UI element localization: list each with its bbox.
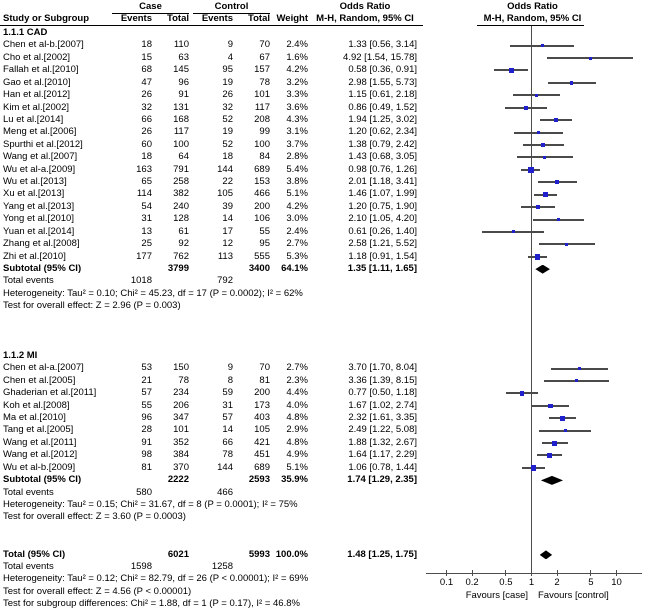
control-total-value: 55: [259, 225, 270, 237]
case-events-value: 26: [141, 89, 152, 101]
col-header-study: Study or Subgroup: [3, 13, 90, 24]
point-estimate-marker: [543, 156, 546, 159]
or-ci-text: 0.58 [0.36, 0.91]: [348, 64, 417, 76]
or-ci-text: 1.46 [1.07, 1.99]: [348, 188, 417, 200]
axis-tick-label: 0.5: [499, 577, 513, 588]
control-total-value: 689: [254, 163, 270, 175]
case-total-value: 100: [173, 138, 189, 150]
total-events-control: 792: [217, 275, 233, 287]
control-total-value: 100: [254, 138, 270, 150]
or-ci-text: 0.86 [0.49, 1.52]: [348, 101, 417, 113]
or-ci-text: 1.20 [0.62, 2.34]: [348, 126, 417, 138]
point-estimate-marker: [564, 429, 567, 432]
study-name: Cho et al.[2002]: [3, 51, 71, 63]
case-total-value: 91: [178, 89, 189, 101]
point-estimate-marker: [512, 230, 515, 233]
total-label: Total (95% CI): [3, 548, 66, 560]
axis-tick: [616, 570, 617, 576]
point-estimate-marker: [554, 118, 559, 123]
control-total-value: 200: [254, 387, 270, 399]
point-estimate-marker: [536, 205, 540, 209]
control-events-value: 31: [222, 399, 233, 411]
control-total-value: 78: [259, 76, 270, 88]
or-ci-text: 4.92 [1.54, 15.78]: [343, 51, 417, 63]
control-events-value: 113: [217, 250, 233, 262]
weight-value: 2.7%: [286, 238, 308, 250]
control-total-value: 403: [254, 412, 270, 424]
or-ci-text: 0.98 [0.76, 1.26]: [348, 163, 417, 175]
case-total-value: 240: [173, 200, 189, 212]
col-header-weight: Weight: [276, 13, 308, 24]
case-events-value: 114: [136, 188, 152, 200]
study-name: Wang et al.[2007]: [3, 151, 78, 163]
heterogeneity-text: Heterogeneity: Tau² = 0.12; Chi² = 82.79, df = 26 (P < 0.00001); I² = 69%: [3, 573, 309, 585]
point-estimate-marker: [555, 180, 559, 184]
weight-value: 64.1%: [281, 262, 308, 274]
case-events-value: 53: [141, 362, 152, 374]
total-events-case: 1598: [130, 561, 152, 573]
or-ci-text: 1.06 [0.78, 1.44]: [348, 461, 417, 473]
study-name: Chen et al.[2005]: [3, 374, 76, 386]
control-events-value: 22: [222, 176, 233, 188]
case-total-value: 61: [178, 225, 189, 237]
point-estimate-marker: [543, 192, 548, 197]
or-ci-text: 1.15 [0.61, 2.18]: [348, 89, 417, 101]
subtotal-label: Subtotal (95% CI): [3, 262, 82, 274]
axis-tick: [446, 570, 447, 576]
study-name: Wu et al-a.[2009]: [3, 163, 76, 175]
control-events-value: 39: [222, 200, 233, 212]
case-events-value: 66: [141, 113, 152, 125]
axis-tick-label: 0.2: [465, 577, 479, 588]
weight-value: 2.3%: [286, 374, 308, 386]
control-total-value: 689: [254, 461, 270, 473]
control-total-value: 208: [254, 113, 270, 125]
case-total-value: 92: [178, 238, 189, 250]
case-total-value: 168: [173, 113, 189, 125]
or-ci-text: 3.70 [1.70, 8.04]: [348, 362, 417, 374]
weight-value: 4.4%: [286, 387, 308, 399]
weight-value: 5.4%: [286, 163, 308, 175]
control-events-value: 105: [217, 188, 233, 200]
case-total-value: 117: [173, 126, 189, 138]
case-events-value: 25: [141, 238, 152, 250]
col-header-case-events: Events: [120, 13, 152, 24]
total-events-case: 1018: [130, 275, 152, 287]
case-events-value: 68: [141, 64, 152, 76]
case-total-value: 150: [173, 362, 189, 374]
control-events-value: 14: [222, 424, 233, 436]
control-events-value: 4: [227, 51, 233, 63]
case-total-value: 384: [173, 449, 189, 461]
case-total-value: 234: [173, 387, 189, 399]
study-name: Chen et al-a.[2007]: [3, 362, 84, 374]
weight-value: 3.3%: [286, 89, 308, 101]
point-estimate-marker: [535, 254, 541, 260]
axis-tick-label: 5: [588, 577, 594, 588]
case-total-value: 64: [178, 151, 189, 163]
case-total-value: 347: [173, 412, 189, 424]
x-axis-line: [426, 573, 642, 574]
study-name: Wu et al-b.[2009]: [3, 461, 76, 473]
plot-column-method: M-H, Random, 95% CI: [483, 13, 582, 24]
case-total-value: 258: [173, 176, 189, 188]
or-ci-text: 1.35 [1.11, 1.65]: [347, 262, 417, 274]
study-name: Yuan et al.[2014]: [3, 225, 75, 237]
or-ci-text: 0.61 [0.26, 1.40]: [348, 225, 417, 237]
case-events-value: 15: [141, 51, 152, 63]
weight-value: 3.8%: [286, 176, 308, 188]
subgroup-label: 1.1.1 CAD: [3, 27, 48, 38]
plot-column-title: Odds Ratio: [507, 1, 558, 12]
case-events-value: 55: [141, 399, 152, 411]
case-total-value: 370: [173, 461, 189, 473]
point-estimate-marker: [520, 391, 525, 396]
case-events-value: 98: [141, 449, 152, 461]
case-events-value: 65: [141, 176, 152, 188]
weight-value: 4.2%: [286, 64, 308, 76]
overall-effect-text: Test for overall effect: Z = 4.56 (P < 0.00001): [3, 585, 192, 597]
weight-value: 4.8%: [286, 436, 308, 448]
study-name: Wu et al.[2013]: [3, 176, 67, 188]
case-events-value: 81: [141, 461, 152, 473]
control-total-value: 2593: [248, 474, 270, 486]
point-estimate-marker: [535, 94, 538, 97]
case-total-value: 96: [178, 76, 189, 88]
subtotal-label: Subtotal (95% CI): [3, 474, 82, 486]
control-total-value: 99: [259, 126, 270, 138]
study-name: Fallah et al.[2010]: [3, 64, 79, 76]
case-total-value: 110: [173, 39, 189, 51]
point-estimate-marker: [528, 167, 534, 173]
case-events-value: 163: [136, 163, 152, 175]
case-events-value: 47: [141, 76, 152, 88]
control-events-value: 52: [222, 113, 233, 125]
weight-value: 2.4%: [286, 225, 308, 237]
study-name: Zhang et al.[2008]: [3, 238, 80, 250]
control-total-value: 157: [254, 64, 270, 76]
weight-value: 100.0%: [275, 548, 308, 560]
subgroup-differences-text: Test for subgroup differences: Chi² = 1.88, df = 1 (P = 0.17), I² = 46.8%: [3, 598, 300, 610]
weight-value: 2.8%: [286, 151, 308, 163]
point-estimate-marker: [557, 218, 560, 221]
control-total-value: 81: [259, 374, 270, 386]
study-name: Chen et al-b.[2007]: [3, 39, 84, 51]
table-header-underline: [0, 25, 423, 26]
case-events-value: 57: [141, 387, 152, 399]
control-events-value: 19: [222, 76, 233, 88]
case-total-value: 131: [173, 101, 189, 113]
point-estimate-marker: [541, 44, 544, 47]
control-events-value: 8: [227, 374, 233, 386]
control-total-value: 466: [254, 188, 270, 200]
case-total-value: 382: [173, 188, 189, 200]
axis-tick: [472, 570, 473, 576]
or-ci-text: 1.74 [1.29, 2.35]: [347, 474, 417, 486]
or-ci-text: 1.33 [0.56, 3.14]: [348, 39, 417, 51]
control-events-value: 12: [222, 238, 233, 250]
case-events-value: 31: [141, 213, 152, 225]
weight-value: 4.0%: [286, 399, 308, 411]
case-total-value: 3799: [167, 262, 189, 274]
col-header-control-total: Total: [248, 13, 270, 24]
control-events-value: 144: [217, 461, 233, 473]
case-total-value: 206: [173, 399, 189, 411]
point-estimate-marker: [537, 131, 540, 134]
weight-value: 2.9%: [286, 424, 308, 436]
weight-value: 3.6%: [286, 101, 308, 113]
or-column-title: Odds Ratio: [339, 1, 391, 12]
weight-value: 5.1%: [286, 461, 308, 473]
axis-tick: [557, 570, 558, 576]
case-total-value: 2222: [167, 474, 189, 486]
point-estimate-marker: [560, 416, 565, 421]
control-total-value: 173: [254, 399, 270, 411]
or-ci-text: 1.88 [1.32, 2.67]: [348, 436, 417, 448]
or-ci-text: 1.67 [1.02, 2.74]: [348, 399, 417, 411]
control-total-value: 70: [259, 362, 270, 374]
total-events-control: 466: [217, 486, 233, 498]
case-events-value: 60: [141, 138, 152, 150]
control-events-value: 9: [227, 39, 233, 51]
or-ci-text: 2.10 [1.05, 4.20]: [348, 213, 417, 225]
summary-diamond: [535, 265, 550, 274]
case-events-value: 177: [136, 250, 152, 262]
control-total-value: 200: [254, 200, 270, 212]
group-header-control: Control: [214, 1, 249, 12]
control-total-value: 451: [254, 449, 270, 461]
study-name: Xu et al.[2013]: [3, 188, 65, 200]
case-events-value: 96: [141, 412, 152, 424]
point-estimate-marker: [565, 243, 568, 246]
heterogeneity-text: Heterogeneity: Tau² = 0.10; Chi² = 45.23, df = 17 (P = 0.0002); I² = 62%: [3, 287, 303, 299]
control-events-value: 9: [227, 362, 233, 374]
control-total-value: 153: [254, 176, 270, 188]
or-ci-text: 1.18 [0.91, 1.54]: [348, 250, 417, 262]
favours-left-label: Favours [case]: [465, 590, 528, 601]
control-events-value: 17: [222, 225, 233, 237]
study-name: Ghaderian et al.[2011]: [3, 387, 97, 399]
or-ci-text: 1.94 [1.25, 3.02]: [348, 113, 417, 125]
case-events-value: 32: [141, 101, 152, 113]
study-name: Wang et al.[2012]: [3, 449, 78, 461]
weight-value: 4.3%: [286, 113, 308, 125]
weight-value: 2.7%: [286, 362, 308, 374]
overall-effect-text: Test for overall effect: Z = 2.96 (P = 0.003): [3, 300, 181, 312]
weight-value: 4.9%: [286, 449, 308, 461]
study-name: Wang et al.[2011]: [3, 436, 77, 448]
weight-value: 1.6%: [286, 51, 308, 63]
case-events-value: 26: [141, 126, 152, 138]
total-events-label: Total events: [3, 561, 54, 573]
or-ci-text: 1.20 [0.75, 1.90]: [348, 200, 417, 212]
study-name: Yong et al.[2010]: [3, 213, 74, 225]
study-name: Koh et al.[2008]: [3, 399, 70, 411]
study-name: Tang et al.[2005]: [3, 424, 74, 436]
study-name: Ma et al.[2010]: [3, 412, 66, 424]
point-estimate-marker: [570, 81, 573, 84]
total-events-control: 1258: [211, 561, 233, 573]
control-events-value: 95: [222, 64, 233, 76]
case-total-value: 128: [173, 213, 189, 225]
or-ci-text: 0.77 [0.50, 1.18]: [348, 387, 417, 399]
control-events-value: 52: [222, 138, 233, 150]
axis-tick: [531, 570, 532, 576]
axis-tick: [590, 570, 591, 576]
control-events-value: 14: [222, 213, 233, 225]
case-total-value: 63: [178, 51, 189, 63]
weight-value: 4.8%: [286, 412, 308, 424]
control-total-value: 117: [254, 101, 270, 113]
control-total-value: 421: [254, 436, 270, 448]
weight-value: 3.0%: [286, 213, 308, 225]
weight-value: 3.7%: [286, 138, 308, 150]
study-name: Yang et al.[2013]: [3, 200, 75, 212]
control-events-value: 144: [217, 163, 233, 175]
control-total-value: 84: [259, 151, 270, 163]
weight-value: 35.9%: [281, 474, 308, 486]
col-header-case-total: Total: [167, 13, 189, 24]
control-events-value: 18: [222, 151, 233, 163]
or-ci-text: 2.49 [1.22, 5.08]: [348, 424, 417, 436]
point-estimate-marker: [524, 106, 528, 110]
case-total-value: 101: [173, 424, 189, 436]
study-name: Kim et al.[2002]: [3, 101, 70, 113]
or-ci-text: 3.36 [1.39, 8.15]: [348, 374, 417, 386]
weight-value: 3.1%: [286, 126, 308, 138]
case-events-value: 18: [141, 39, 152, 51]
control-events-value: 26: [222, 89, 233, 101]
point-estimate-marker: [589, 57, 592, 60]
study-name: Gao et al.[2010]: [3, 76, 71, 88]
case-total-value: 145: [173, 64, 189, 76]
or-ci-text: 1.64 [1.17, 2.29]: [348, 449, 417, 461]
or-ci-text: 2.32 [1.61, 3.35]: [348, 412, 417, 424]
study-name: Spurthi et al.[2012]: [3, 138, 83, 150]
axis-tick-label: 1: [528, 577, 535, 588]
control-events-value: 66: [222, 436, 233, 448]
case-events-value: 28: [141, 424, 152, 436]
control-total-value: 95: [259, 238, 270, 250]
case-events-value: 13: [141, 225, 152, 237]
or-column-method: M-H, Random, 95% CI: [316, 13, 414, 24]
axis-tick-label: 0.1: [439, 577, 454, 588]
control-total-value: 5993: [248, 548, 270, 560]
point-estimate-marker: [541, 143, 545, 147]
or-ci-text: 1.43 [0.68, 3.05]: [348, 151, 417, 163]
study-name: Lu et al.[2014]: [3, 113, 64, 125]
case-total-value: 6021: [167, 548, 189, 560]
control-total-value: 70: [259, 39, 270, 51]
control-events-value: 32: [222, 101, 233, 113]
overall-effect-text: Test for overall effect: Z = 3.60 (P = 0.0003): [3, 511, 186, 523]
axis-tick: [505, 570, 506, 576]
case-events-value: 18: [141, 151, 152, 163]
weight-value: 5.1%: [286, 188, 308, 200]
control-events-value: 57: [222, 412, 233, 424]
point-estimate-marker: [548, 404, 552, 408]
or-ci-text: 1.48 [1.25, 1.75]: [347, 548, 417, 560]
summary-diamond: [540, 550, 552, 559]
or-ci-text: 1.38 [0.79, 2.42]: [348, 138, 417, 150]
heterogeneity-text: Heterogeneity: Tau² = 0.15; Chi² = 31.67, df = 8 (P = 0.0001); I² = 75%: [3, 498, 298, 510]
case-total-value: 791: [173, 163, 189, 175]
control-events-value: 19: [222, 126, 233, 138]
point-estimate-marker: [547, 453, 552, 458]
point-estimate-marker: [575, 379, 578, 382]
col-header-control-events: Events: [201, 13, 233, 24]
total-events-label: Total events: [3, 275, 54, 287]
case-total-value: 78: [178, 374, 189, 386]
weight-value: 2.4%: [286, 39, 308, 51]
case-total-value: 352: [173, 436, 189, 448]
control-total-value: 101: [254, 89, 270, 101]
total-events-case: 580: [136, 486, 152, 498]
study-name: Han et al.[2012]: [3, 89, 71, 101]
summary-diamond: [541, 476, 563, 485]
control-total-value: 106: [254, 213, 270, 225]
axis-tick-label: 10: [611, 577, 622, 588]
control-total-value: 555: [254, 250, 270, 262]
control-events-value: 59: [222, 387, 233, 399]
study-name: Meng et al.[2006]: [3, 126, 77, 138]
control-total-value: 3400: [248, 262, 270, 274]
point-estimate-marker: [578, 367, 581, 370]
case-events-value: 21: [141, 374, 152, 386]
case-events-value: 54: [141, 200, 152, 212]
case-total-value: 762: [173, 250, 189, 262]
weight-value: 4.2%: [286, 200, 308, 212]
control-total-value: 105: [254, 424, 270, 436]
control-events-value: 78: [222, 449, 233, 461]
weight-value: 5.3%: [286, 250, 308, 262]
axis-tick-label: 2: [554, 577, 560, 588]
point-estimate-marker: [531, 465, 536, 470]
favours-right-label: Favours [control]: [538, 590, 609, 601]
point-estimate-marker: [552, 441, 557, 446]
weight-value: 3.2%: [286, 76, 308, 88]
total-events-label: Total events: [3, 486, 54, 498]
control-total-value: 67: [259, 51, 270, 63]
case-events-value: 91: [141, 436, 152, 448]
study-name: Zhi et al.[2010]: [3, 250, 66, 262]
subgroup-label: 1.1.2 MI: [3, 349, 38, 361]
or-ci-text: 2.98 [1.55, 5.73]: [348, 76, 417, 88]
point-estimate-marker: [509, 68, 513, 72]
or-ci-text: 2.01 [1.18, 3.41]: [348, 176, 417, 188]
or-ci-text: 2.58 [1.21, 5.52]: [348, 238, 417, 250]
group-header-case: Case: [139, 1, 162, 12]
